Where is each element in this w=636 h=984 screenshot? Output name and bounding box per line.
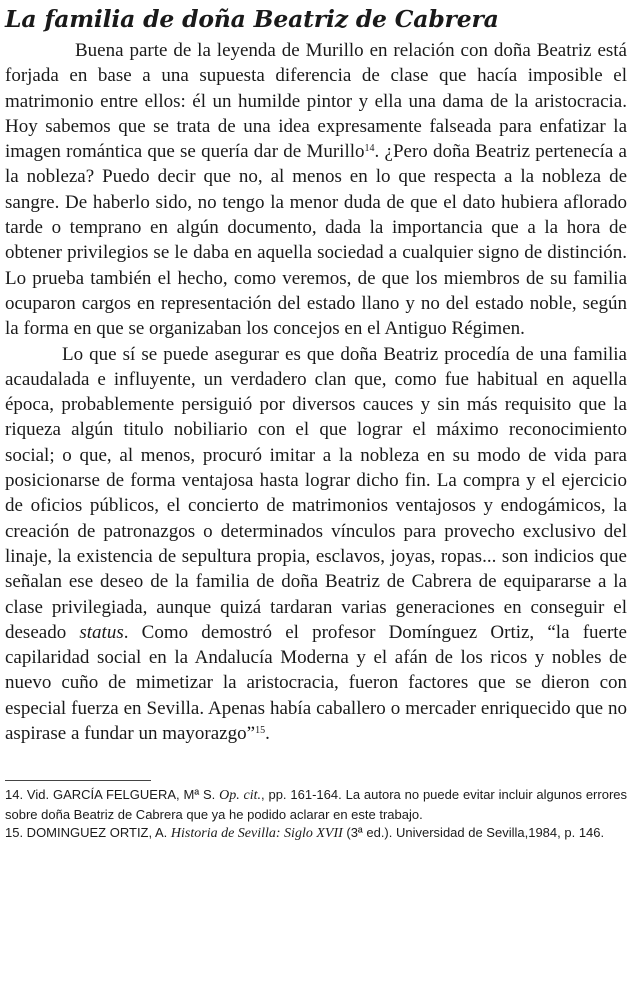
document-page [5,4,627,843]
footnote-text: (3ª ed.). Universidad de Sevilla,1984, p. 146. [342,824,605,840]
page-title: La familia de doña Beatriz de Cabrera [5,5,499,33]
body-text [5,38,627,746]
footnote-italic: Historia de Sevilla: Siglo XVII [170,825,343,841]
paragraph-text: . [265,723,270,745]
italic-term: status [79,621,124,643]
footnote-15 [5,824,627,843]
paragraph-text: . Como demostró el profesor Domínguez Ortiz, “la fuerte capilaridad social en la Andalucía Moderna y el afán de los ricos y nobles de nuevo cuño de mimetizar la aristocracia, fueron factores que se dieron con especial fuerza en Sevilla. Apenas había caballero o mercader enriquecido que no aspirase a fundar un mayorazgo” [5,621,627,745]
paragraph-1 [5,38,627,342]
paragraph-text: Buena parte de la leyenda de Murillo en relación con doña Beatriz está forjada en base a una supuesta diferencia de clase que hacía imposible el matrimonio entre ellos: él un humilde pintor y ella una dama de la aristocracia. Hoy sabemos que se trata de una idea expresamente falseada para enfatizar la imagen romántica que se quería dar de Murillo [5,40,627,163]
footnote-text: 14. Vid. GARCÍA FELGUERA, Mª S. [5,787,220,803]
footnote-italic: Op. cit. [219,788,261,804]
footnote-14 [5,786,627,823]
footnote-text: , pp. 161-164. La autora no puede evitar incluir algunos errores sobre doña Beatriz de Cabrera que ya he podido aclarar en este trabajo. [5,787,628,822]
paragraph-text: Lo que sí se puede asegurar es que doña Beatriz procedía de una familia acaudalada e influyente, un verdadero clan que, como fue habitual en aquella época, probablemente persiguió por diversos cauces y sin más requisito que la riqueza algún titulo nobiliario con el que lograr el máximo reconocimiento social; o que, al menos, procuró imitar a la nobleza en su modo de vida para posicionarse de forma ventajosa hasta lograr dicho fin. La compra y el ejercicio de oficios públicos, el concierto de matrimonios ventajosos y endogámicos, la creación de patronazgos o determinados vínculos para provecho exclusivo del linaje, la existencia de sepultura propia, esclavos, joyas, ropas... son indicios que señalan ese deseo de la familia de doña Beatriz de Cabrera de equipararse a la clase privilegiada, aunque quizá tardaran varias generaciones en conseguir el deseado [5,343,627,643]
paragraph-2 [5,342,627,747]
paragraph-text: . ¿Pero doña Beatriz pertenecía a la nobleza? Puedo decir que no, al menos en lo que respecta a la nobleza de sangre. De haberlo sido, no tengo la menor duda de que el dato hubiera aflorado tarde o temprano en algún documento, dada la importancia que a la hora de obtener privilegios se le daba en aquella sociedad a cualquier signo de distinción. Lo prueba también el hecho, como veremos, de que los miembros de su familia ocuparon cargos en representación del estado llano y no del estado noble, según la forma en que se organizaban los concejos en el Antiguo Régimen. [5,141,627,340]
footnote-text: 15. DOMINGUEZ ORTIZ, A. [5,824,171,840]
footnote-divider [5,780,151,781]
footnote-ref-14: 14 [364,143,375,155]
footnote-ref-15: 15 [255,725,266,737]
footnotes [5,786,627,843]
